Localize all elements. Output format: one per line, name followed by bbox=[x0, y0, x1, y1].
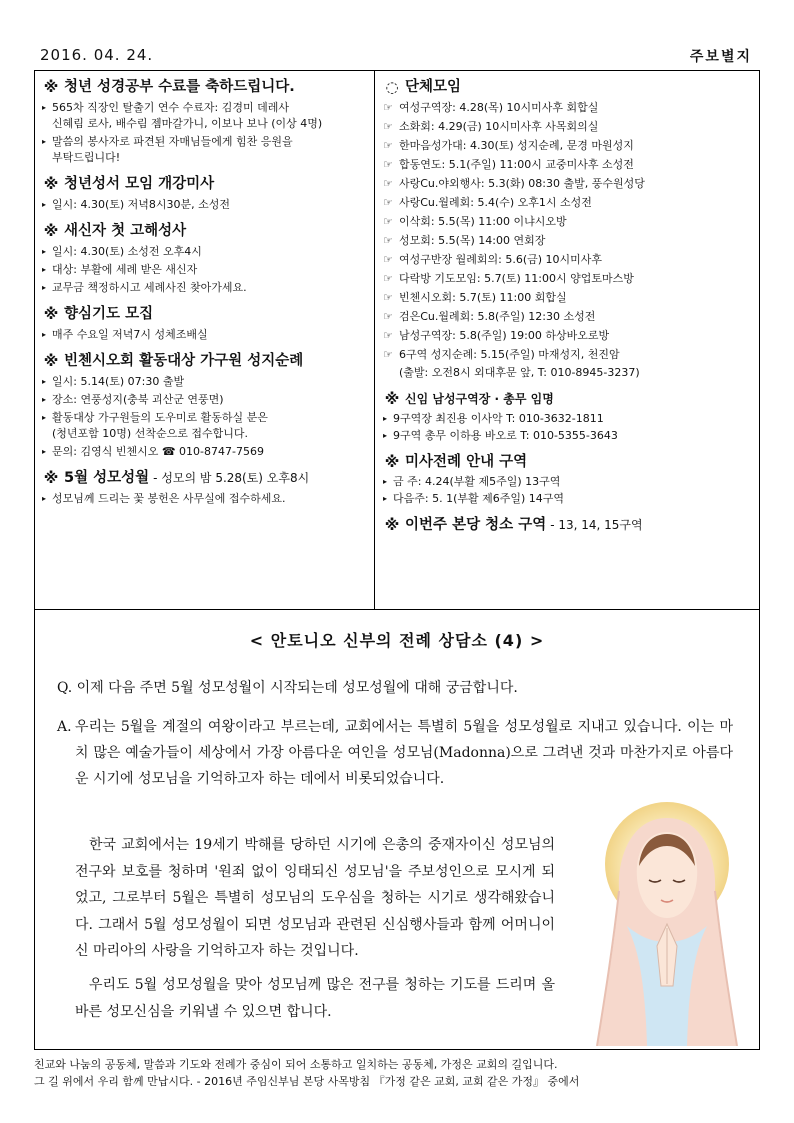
section-title: 빈첸시오회 활동대상 가구원 성지순례 bbox=[64, 353, 304, 369]
list-item: ▸ 대상: 부활에 세례 받은 새신자 bbox=[42, 262, 368, 278]
list-item: ▸ 다음주: 5. 1(부활 제6주일) 14구역 bbox=[383, 490, 755, 507]
list-item: ☞ 소화회: 4.29(금) 10시미사후 사목회의실 bbox=[383, 117, 755, 136]
first-confession-section bbox=[42, 221, 368, 296]
list-item: ▸ 일시: 5.14(토) 07:30 출발 bbox=[42, 374, 368, 390]
list-item: (출발: 오전8시 외대후문 앞, T: 010-8945-3237) bbox=[399, 366, 640, 379]
reference-mark-icon: ※ bbox=[43, 222, 59, 240]
list-item: ☞ 사랑Cu.야외행사: 5.3(화) 08:30 출발, 풍수원성당 bbox=[383, 174, 755, 193]
issue-date: 2016. 04. 24. bbox=[40, 46, 154, 64]
centering-prayer-section bbox=[42, 304, 368, 343]
list-item: ☞ 여성구반장 월례회의: 5.6(금) 10시미사후 bbox=[383, 250, 755, 269]
list-item: ☞ 남성구역장: 5.8(주일) 19:00 하상바오로방 bbox=[383, 326, 755, 345]
list-item: ▸ 금 주: 4.24(부활 제5주일) 13구역 bbox=[383, 473, 755, 490]
virgin-mary-illustration bbox=[587, 796, 747, 1046]
section-subtitle: - 성모의 밤 5.28(토) 오후8시 bbox=[153, 471, 310, 485]
marian-month-section bbox=[42, 468, 368, 507]
group-meetings-section bbox=[383, 77, 755, 381]
section-title: 5월 성모성월 bbox=[64, 470, 150, 486]
reference-mark-icon: ※ bbox=[384, 453, 400, 471]
reference-mark-icon: ※ bbox=[43, 305, 59, 323]
footer bbox=[34, 1056, 760, 1090]
vincent-pilgrimage-section bbox=[42, 351, 368, 460]
list-item: ☞ 여성구역장: 4.28(목) 10시미사후 회합실 bbox=[383, 98, 755, 117]
list-item: ▸ 문의: 김영식 빈첸시오 ☎ 010-8747-7569 bbox=[42, 444, 368, 460]
list-item: ☞ 사랑Cu.월례회: 5.4(수) 오후1시 소성전 bbox=[383, 193, 755, 212]
pointing-hand-icon: ☞ bbox=[383, 348, 393, 361]
notice-right-column bbox=[375, 71, 759, 609]
pointing-hand-icon: ☞ bbox=[383, 253, 393, 266]
list-item: ☞ 성모회: 5.5(목) 14:00 연회장 bbox=[383, 231, 755, 250]
section-title: 단체모임 bbox=[405, 79, 462, 95]
list-item: ☞ 합동연도: 5.1(주일) 11:00시 교중미사후 소성전 bbox=[383, 155, 755, 174]
pointing-hand-icon: ☞ bbox=[383, 234, 393, 247]
section-title: 새신자 첫 고해성사 bbox=[64, 223, 187, 239]
youth-bible-study-section bbox=[42, 77, 368, 166]
cleaning-section bbox=[383, 515, 755, 536]
flower-ring-icon: ◌ bbox=[385, 78, 399, 96]
list-item: ☞ 빈첸시오회: 5.7(토) 11:00 회합실 bbox=[383, 288, 755, 307]
list-item: ☞ 검은Cu.월례회: 5.8(주일) 12:30 소성전 bbox=[383, 307, 755, 326]
list-item: ▸ 말씀의 봉사자로 파견된 자매님들에게 힘찬 응원을 bbox=[42, 134, 368, 150]
reference-mark-icon: ※ bbox=[43, 78, 59, 96]
answer-text: 우리는 5월을 계절의 여왕이라고 부르는데, 교회에서는 특별히 5월을 성모성월로 지내고 있습니다. 이는 마치 많은 예술가들이 세상에서 가장 아름다운 여인을 성모님(Madonna)으로 그려낸 것과 마찬가지로 아름다운 시기에 성모님을 기억하고자 하는 데에서 비롯되었습니다. bbox=[75, 719, 733, 787]
appointment-section bbox=[383, 389, 755, 444]
pointing-hand-icon: ☞ bbox=[383, 177, 393, 190]
pointing-hand-icon: ☞ bbox=[383, 215, 393, 228]
answer-block bbox=[57, 714, 733, 792]
section-title: 미사전례 안내 구역 bbox=[405, 454, 528, 470]
pointing-hand-icon: ☞ bbox=[383, 120, 393, 133]
pointing-hand-icon: ☞ bbox=[383, 310, 393, 323]
list-item: 신혜림 로사, 배수림 젬마갈가니, 이보나 보나 (이상 4명) bbox=[52, 117, 323, 130]
liturgy-column-box bbox=[34, 610, 760, 1050]
question-text: Q. 이제 다음 주면 5월 성모성월이 시작되는데 성모성월에 대해 궁금합니다. bbox=[57, 680, 518, 696]
list-item: ▸ 일시: 4.30(토) 저녁8시30분, 소성전 bbox=[42, 197, 368, 213]
list-item: ▸ 일시: 4.30(토) 소성전 오후4시 bbox=[42, 244, 368, 260]
list-item: ▸ 9구역장 최진용 이사악 T: 010-3632-1811 bbox=[383, 410, 755, 427]
reference-mark-icon: ※ bbox=[384, 516, 400, 534]
reference-mark-icon: ※ bbox=[43, 469, 59, 487]
list-item: ▸ 9구역 총무 이하용 바오로 T: 010-5355-3643 bbox=[383, 427, 755, 444]
bulletin-label: 주보별지 bbox=[689, 49, 752, 65]
pointing-hand-icon: ☞ bbox=[383, 196, 393, 209]
list-item: 부탁드립니다! bbox=[52, 151, 121, 164]
list-item: ▸ 매주 수요일 저녁7시 성체조배실 bbox=[42, 327, 368, 343]
list-item: ▸ 성모님께 드리는 꽃 봉헌은 사무실에 접수하세요. bbox=[42, 491, 368, 507]
list-item: ☞ 다락방 기도모임: 5.7(토) 11:00시 양업토마스방 bbox=[383, 269, 755, 288]
list-item: (청년포함 10명) 선착순으로 접수합니다. bbox=[52, 427, 248, 440]
pointing-hand-icon: ☞ bbox=[383, 101, 393, 114]
mass-guide-section bbox=[383, 452, 755, 507]
list-item: ☞ 6구역 성지순례: 5.15(주일) 마재성지, 천진암 bbox=[383, 345, 755, 364]
notice-left-column bbox=[35, 71, 375, 609]
pointing-hand-icon: ☞ bbox=[383, 139, 393, 152]
section-subtitle: - 13, 14, 15구역 bbox=[550, 518, 643, 532]
list-item: ▸ 565차 직장인 탈출기 연수 수료자: 김경미 데레사 bbox=[42, 100, 368, 116]
body-paragraph: 한국 교회에서는 19세기 박해를 당하던 시기에 은총의 중재자이신 성모님의 전구와 보호를 청하며 '원죄 없이 잉태되신 성모님'을 주보성인으로 모시게 되었고, 그로부터 5월은 특별히 성모님의 도우심을 청하는 시기로 생각해왔습니다. 그래서 5월 성모성월이 되면 성모님과 관련된 신심행사들과 함께 어머니이신 마리아의 사랑을 기억하고자 하는 것입니다. bbox=[75, 837, 555, 959]
section-title: 신임 남성구역장 · 총무 임명 bbox=[405, 392, 554, 406]
list-item: ▸ 활동대상 가구원들의 도우미로 활동하실 분은 bbox=[42, 410, 368, 426]
pointing-hand-icon: ☞ bbox=[383, 329, 393, 342]
section-title: 청년성서 모임 개강미사 bbox=[64, 176, 215, 192]
list-item: ☞ 이삭회: 5.5(목) 11:00 이냐시오방 bbox=[383, 212, 755, 231]
reference-mark-icon: ※ bbox=[384, 390, 400, 408]
answer-label: A. bbox=[57, 719, 72, 735]
reference-mark-icon: ※ bbox=[43, 175, 59, 193]
footer-line: 친교와 나눔의 공동체, 말씀과 기도와 전례가 중심이 되어 소통하고 일치하는 공동체, 가정은 교회의 길입니다. bbox=[34, 1058, 558, 1071]
body-paragraph: 우리도 5월 성모성월을 맞아 성모님께 많은 전구를 청하는 기도를 드리며 올바른 성모신심을 키워낼 수 있으면 합니다. bbox=[75, 977, 555, 1020]
list-item: ▸ 장소: 연풍성지(충북 괴산군 연풍면) bbox=[42, 392, 368, 408]
column-title: < 안토니오 신부의 전례 상담소 (4) > bbox=[249, 631, 545, 650]
footer-line: 그 길 위에서 우리 함께 만납시다. - 2016년 주임신부님 본당 사목방침 『가정 같은 교회, 교회 같은 가정』 중에서 bbox=[34, 1075, 580, 1088]
list-item: ☞ 한마음성가대: 4.30(토) 성지순례, 문경 마원성지 bbox=[383, 136, 755, 155]
notice-box bbox=[34, 70, 760, 610]
section-title: 청년 성경공부 수료를 축하드립니다. bbox=[64, 79, 295, 95]
pointing-hand-icon: ☞ bbox=[383, 291, 393, 304]
pointing-hand-icon: ☞ bbox=[383, 272, 393, 285]
pointing-hand-icon: ☞ bbox=[383, 158, 393, 171]
reference-mark-icon: ※ bbox=[43, 352, 59, 370]
youth-bible-mass-section bbox=[42, 174, 368, 213]
section-title: 이번주 본당 청소 구역 bbox=[405, 517, 547, 533]
page-header bbox=[34, 44, 760, 70]
list-item: ▸ 교무금 책정하시고 세례사진 찾아가세요. bbox=[42, 280, 368, 296]
section-title: 향심기도 모집 bbox=[64, 306, 154, 322]
